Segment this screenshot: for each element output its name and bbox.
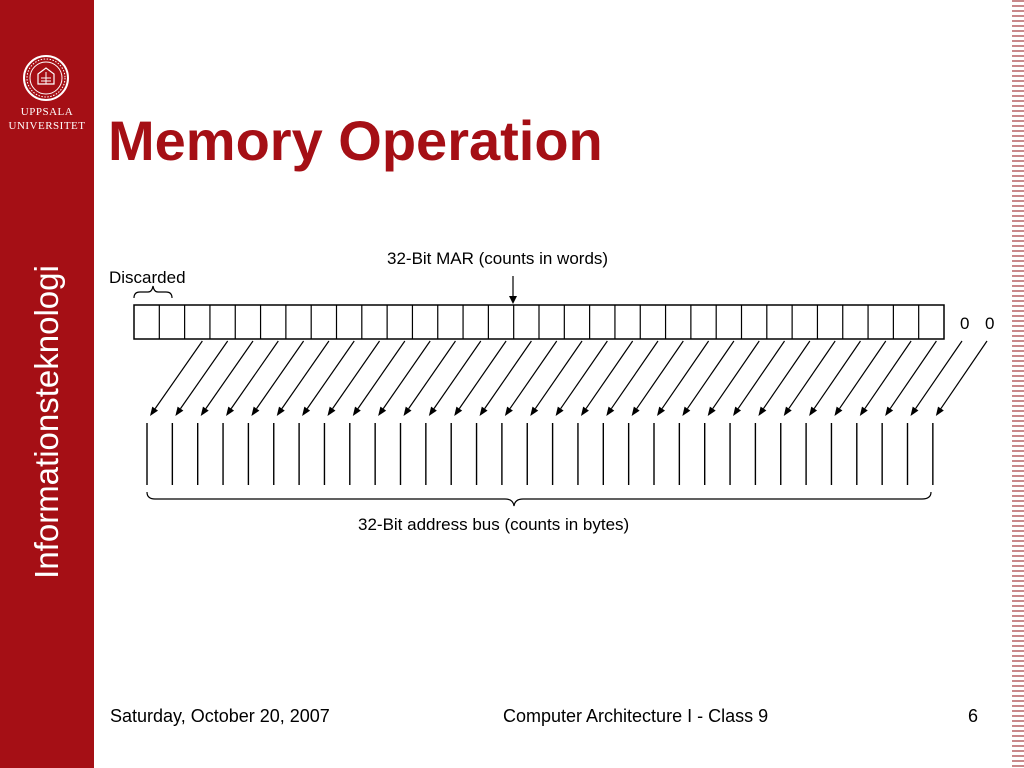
sidebar (0, 0, 94, 768)
bit-arrowhead (682, 407, 690, 416)
bit-arrowhead (150, 407, 158, 416)
bus-brace (147, 492, 931, 506)
bit-arrowhead (404, 407, 412, 416)
bit-arrowhead (708, 407, 716, 416)
bit-arrowhead (226, 407, 234, 416)
bit-arrow (662, 341, 708, 409)
mar-pointer-arrowhead (509, 296, 517, 304)
bit-arrowhead (277, 407, 285, 416)
bit-arrowhead (911, 407, 919, 416)
bit-arrow (231, 341, 278, 409)
bit-arrow (383, 341, 430, 409)
bit-arrowhead (302, 407, 310, 416)
bit-arrowhead (327, 407, 335, 416)
bit-arrow (890, 341, 936, 409)
bit-arrow (814, 341, 860, 409)
bit-arrow (257, 341, 304, 409)
bit-arrow (459, 341, 506, 409)
bit-arrowhead (834, 407, 842, 416)
bit-arrow (485, 341, 532, 409)
bit-arrowhead (758, 407, 766, 416)
bit-arrowhead (353, 407, 361, 416)
discarded-brace (134, 286, 172, 298)
zero-bit-2: 0 (985, 314, 995, 333)
bus-label: 32-Bit address bus (counts in bytes) (358, 515, 630, 534)
bit-arrow (282, 341, 329, 409)
university-name-line1: UPPSALA (20, 106, 74, 118)
university-name-line2: UNIVERSITET (8, 120, 86, 132)
bit-arrow (510, 341, 557, 409)
bit-arrow (611, 341, 658, 409)
bit-arrow (434, 341, 481, 409)
bit-arrowhead (201, 407, 209, 416)
bit-arrowhead (505, 407, 513, 416)
bit-arrowhead (251, 407, 259, 416)
footer-page-number: 6 (968, 706, 979, 726)
bit-arrow (561, 341, 608, 409)
bit-arrowhead (784, 407, 792, 416)
bit-arrowhead (860, 407, 868, 416)
bit-arrowhead (885, 407, 893, 416)
bit-arrow (586, 341, 633, 409)
bit-arrow (535, 341, 582, 409)
discarded-label: Discarded (109, 268, 186, 287)
mar-label: 32-Bit MAR (counts in words) (387, 249, 609, 268)
bit-arrows (150, 341, 987, 416)
bit-arrow (840, 341, 886, 409)
bit-arrowhead (606, 407, 614, 416)
bit-arrow (206, 341, 253, 409)
bit-arrow (358, 341, 405, 409)
bit-arrow (941, 341, 987, 409)
address-bus-lines (147, 423, 933, 485)
bit-arrowhead (733, 407, 741, 416)
memory-address-diagram (100, 240, 1000, 540)
bit-arrow (865, 341, 911, 409)
footer-date: Saturday, October 20, 2007 (110, 706, 330, 726)
slide-title: Memory Operation (108, 109, 603, 172)
bit-arrowhead (581, 407, 589, 416)
bit-arrow (916, 341, 962, 409)
bit-arrow (687, 341, 733, 409)
bit-arrow (738, 341, 784, 409)
bit-arrow (333, 341, 380, 409)
footer-course: Computer Architecture I - Class 9 (503, 706, 769, 726)
bit-arrow (763, 341, 809, 409)
department-label: Informationsteknologi (28, 265, 65, 579)
mar-register (134, 305, 944, 339)
bit-arrow (180, 341, 227, 409)
bit-arrow (789, 341, 835, 409)
bit-arrowhead (809, 407, 817, 416)
bit-arrow (409, 341, 456, 409)
bit-arrow (713, 341, 759, 409)
zero-bit-1: 0 (960, 314, 970, 333)
bit-arrowhead (657, 407, 665, 416)
bit-arrowhead (429, 407, 437, 416)
bit-arrowhead (556, 407, 564, 416)
bit-arrowhead (175, 407, 183, 416)
bit-arrow (155, 341, 202, 409)
bit-arrow (307, 341, 354, 409)
bit-arrowhead (378, 407, 386, 416)
bit-arrowhead (530, 407, 538, 416)
bit-arrow (637, 341, 684, 409)
bit-arrowhead (454, 407, 462, 416)
bit-arrowhead (480, 407, 488, 416)
seal-icon (22, 54, 70, 102)
bit-arrowhead (632, 407, 640, 416)
bit-arrowhead (936, 407, 944, 416)
decorative-stripe (1012, 0, 1024, 768)
